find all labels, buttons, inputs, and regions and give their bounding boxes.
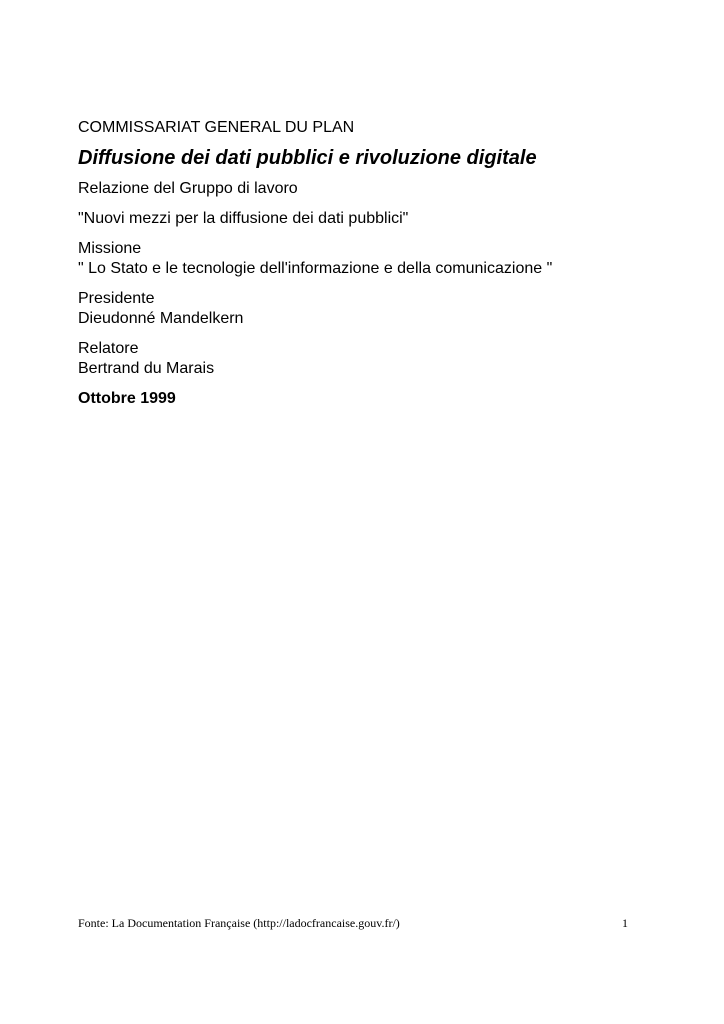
president-section: [78, 289, 678, 329]
document-date: Ottobre 1999: [78, 390, 176, 407]
rapporteur-label: Relatore: [78, 340, 139, 357]
working-group-name: "Nuovi mezzi per la diffusione dei dati pubblici": [78, 210, 409, 227]
organization-name: COMMISSARIAT GENERAL DU PLAN: [78, 119, 355, 136]
rapporteur-name: Bertrand du Marais: [78, 360, 215, 377]
rapporteur-section: [78, 339, 678, 379]
report-label: Relazione del Gruppo di lavoro: [78, 180, 298, 197]
page-number: 1: [622, 916, 628, 930]
president-label: Presidente: [78, 290, 155, 307]
mission-section: [78, 239, 678, 279]
footer-source: Fonte: La Documentation Française (http://ladocfrancaise.gouv.fr/): [78, 916, 400, 930]
mission-value: " Lo Stato e le tecnologie dell'informazione e della comunicazione ": [78, 260, 553, 277]
president-name: Dieudonné Mandelkern: [78, 310, 244, 327]
mission-label: Missione: [78, 240, 142, 257]
document-title: Diffusione dei dati pubblici e rivoluzione digitale: [78, 147, 537, 169]
title-page-content: [78, 118, 678, 409]
